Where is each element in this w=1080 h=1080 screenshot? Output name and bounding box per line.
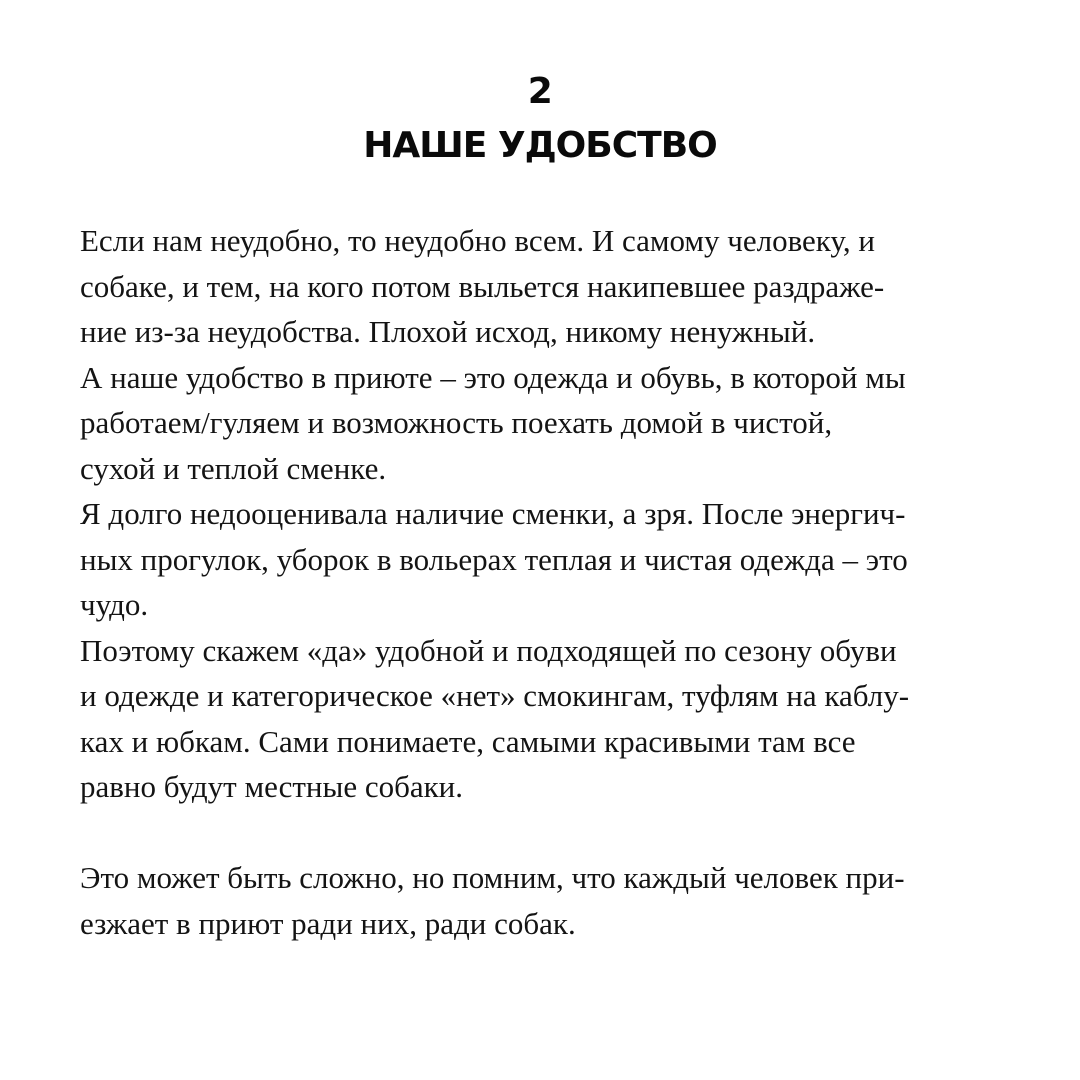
text-line: сухой и теплой сменке. [80,450,387,486]
paragraph [80,218,1000,355]
text-line: равно будут местные собаки. [80,769,464,804]
text-line: и одежде и категорическое «нет» смокингам, туфлям на каблу- [80,678,910,713]
text-line: А наше удобство в приюте – это одежда и обувь, в которой мы [80,359,906,395]
text-line: ках и юбкам. Сами понимаете, самыми красивыми там все [80,723,856,759]
paragraph [80,855,1000,946]
text-line: Это может быть сложно, но помним, что каждый человек при- [80,860,905,895]
chapter-number: 2 [527,71,553,112]
text-line: собаке, и тем, на кого потом выльется накипевшее раздраже- [80,268,885,304]
paragraph [80,628,1000,810]
text-line: Поэтому скажем «да» удобной и подходящей по сезону обуви [80,632,897,668]
paragraph [80,491,1000,628]
text-line: работаем/гуляем и возможность поехать домой в чистой, [80,405,833,440]
text-line: ние из-за неудобства. Плохой исход, никому ненужный. [80,314,816,349]
paragraph-spacer [80,810,1000,856]
text-line: чудо. [80,587,149,622]
text-line: Если нам неудобно, то неудобно всем. И самому человеку, и [80,223,875,258]
text-line: езжает в приют ради них, ради собак. [80,905,576,941]
body-text [80,218,1000,946]
text-line: ных прогулок, уборок в вольерах теплая и чистая одежда – это [80,541,908,577]
chapter-title: НАШЕ УДОБСТВО [363,125,717,166]
text-line: Я долго недооценивала наличие сменки, а зря. После энергич- [80,496,906,531]
paragraph [80,355,1000,492]
